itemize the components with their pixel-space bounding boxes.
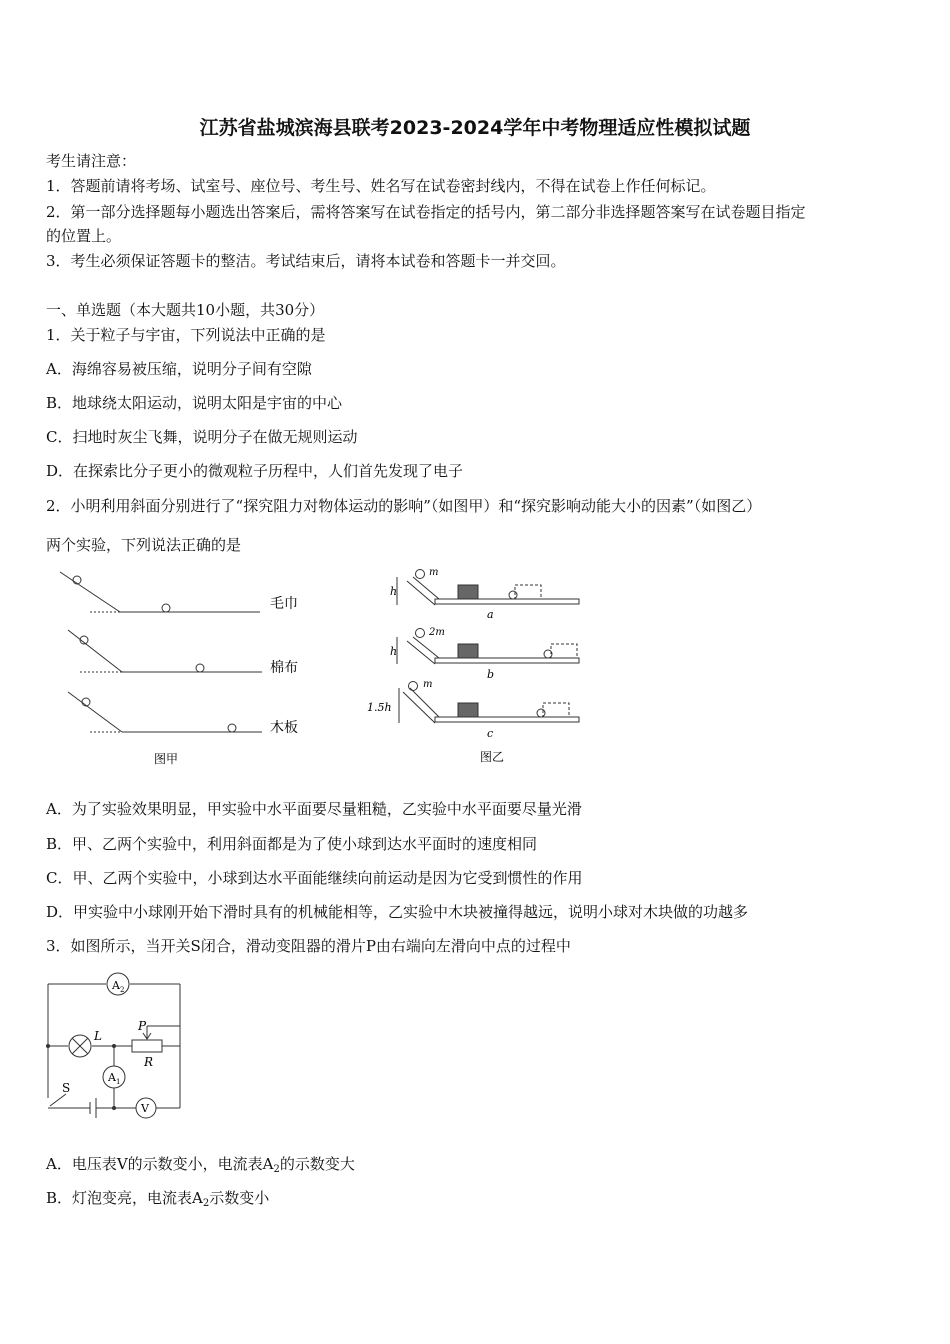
q1-option-a: A．海绵容易被压缩，说明分子间有空隙: [46, 360, 312, 378]
figure-caption: 图甲: [154, 752, 179, 766]
q1-option-b: B．地球绕太阳运动，说明太阳是宇宙的中心: [46, 394, 343, 412]
notice-item: 2．第一部分选择题每小题选出答案后，需将答案写在试卷指定的括号内，第二部分非选择题答案写在试卷题目指定: [46, 203, 806, 221]
lamp-label: L: [94, 1029, 102, 1043]
q2-option-c: C．甲、乙两个实验中，小球到达水平面能继续向前运动是因为它受到惯性的作用: [46, 869, 583, 887]
switch-label: S: [62, 1081, 71, 1095]
q2-option-a: A．为了实验效果明显，甲实验中水平面要尽量粗糙，乙实验中水平面要尽量光滑: [46, 800, 582, 818]
q3-option-a: A．电压表V的示数变小，电流表$A_2$的示数变大: [46, 1155, 355, 1175]
q3-option-b: B．灯泡变亮，电流表$A_2$示数变小: [46, 1189, 270, 1209]
case-label: c: [487, 727, 494, 740]
height-label: h: [390, 645, 398, 658]
surface-label: 毛巾: [270, 596, 298, 612]
rheostat-label: R: [144, 1055, 154, 1069]
q2-option-d: D．甲实验中小球刚开始下滑时具有的机械能相等，乙实验中木块被撞得越远，说明小球对木块做的功越多: [46, 903, 749, 921]
q2-option-b: B．甲、乙两个实验中，利用斜面都是为了使小球到达水平面时的速度相同: [46, 835, 538, 853]
case-label: a: [487, 608, 494, 621]
circuit-diagram: [40, 970, 190, 1120]
figure-jia: [50, 560, 320, 770]
slider-label: P: [138, 1019, 147, 1033]
mass-label: m: [423, 679, 433, 690]
q2-stem: 2．小明利用斜面分别进行了“探究阻力对物体运动的影响”（如图甲）和“探究影响动能大小的因素”（如图乙）: [46, 497, 762, 515]
notice-item: 的位置上。: [46, 227, 122, 245]
ammeter-a1-label: $A_1$: [108, 1071, 121, 1086]
case-label: b: [487, 668, 495, 681]
q1-option-c: C．扫地时灰尘飞舞，说明分子在做无规则运动: [46, 428, 358, 446]
surface-label: 棉布: [270, 660, 298, 676]
voltmeter-label: V: [141, 1102, 149, 1115]
section-heading: 一、单选题（本大题共10小题，共30分）: [46, 301, 325, 319]
mass-label: m: [429, 567, 439, 578]
height-label: 1.5h: [367, 701, 392, 714]
notice-item: 1．答题前请将考场、试室号、座位号、考生号、姓名写在试卷密封线内，不得在试卷上作任何标记。: [46, 177, 716, 195]
mass-label: 2m: [429, 627, 445, 638]
figure-yi: [365, 565, 595, 770]
q1-option-d: D．在探索比分子更小的微观粒子历程中，人们首先发现了电子: [46, 462, 464, 480]
notice-heading: 考生请注意：: [46, 152, 137, 170]
q3-stem: 3．如图所示，当开关S闭合，滑动变阻器的滑片P由右端向左滑向中点的过程中: [46, 937, 571, 955]
q1-stem: 1．关于粒子与宇宙，下列说法中正确的是: [46, 326, 326, 344]
ammeter-a2-label: $A_2$: [112, 979, 125, 994]
figure-caption: 图乙: [480, 750, 505, 764]
surface-label: 木板: [270, 720, 298, 736]
page-title: 江苏省盐城滨海县联考2023-2024学年中考物理适应性模拟试题: [199, 117, 751, 139]
notice-item: 3．考生必须保证答题卡的整洁。考试结束后，请将本试卷和答题卡一并交回。: [46, 252, 566, 270]
height-label: h: [390, 585, 398, 598]
q2-stem: 两个实验，下列说法正确的是: [46, 536, 242, 554]
